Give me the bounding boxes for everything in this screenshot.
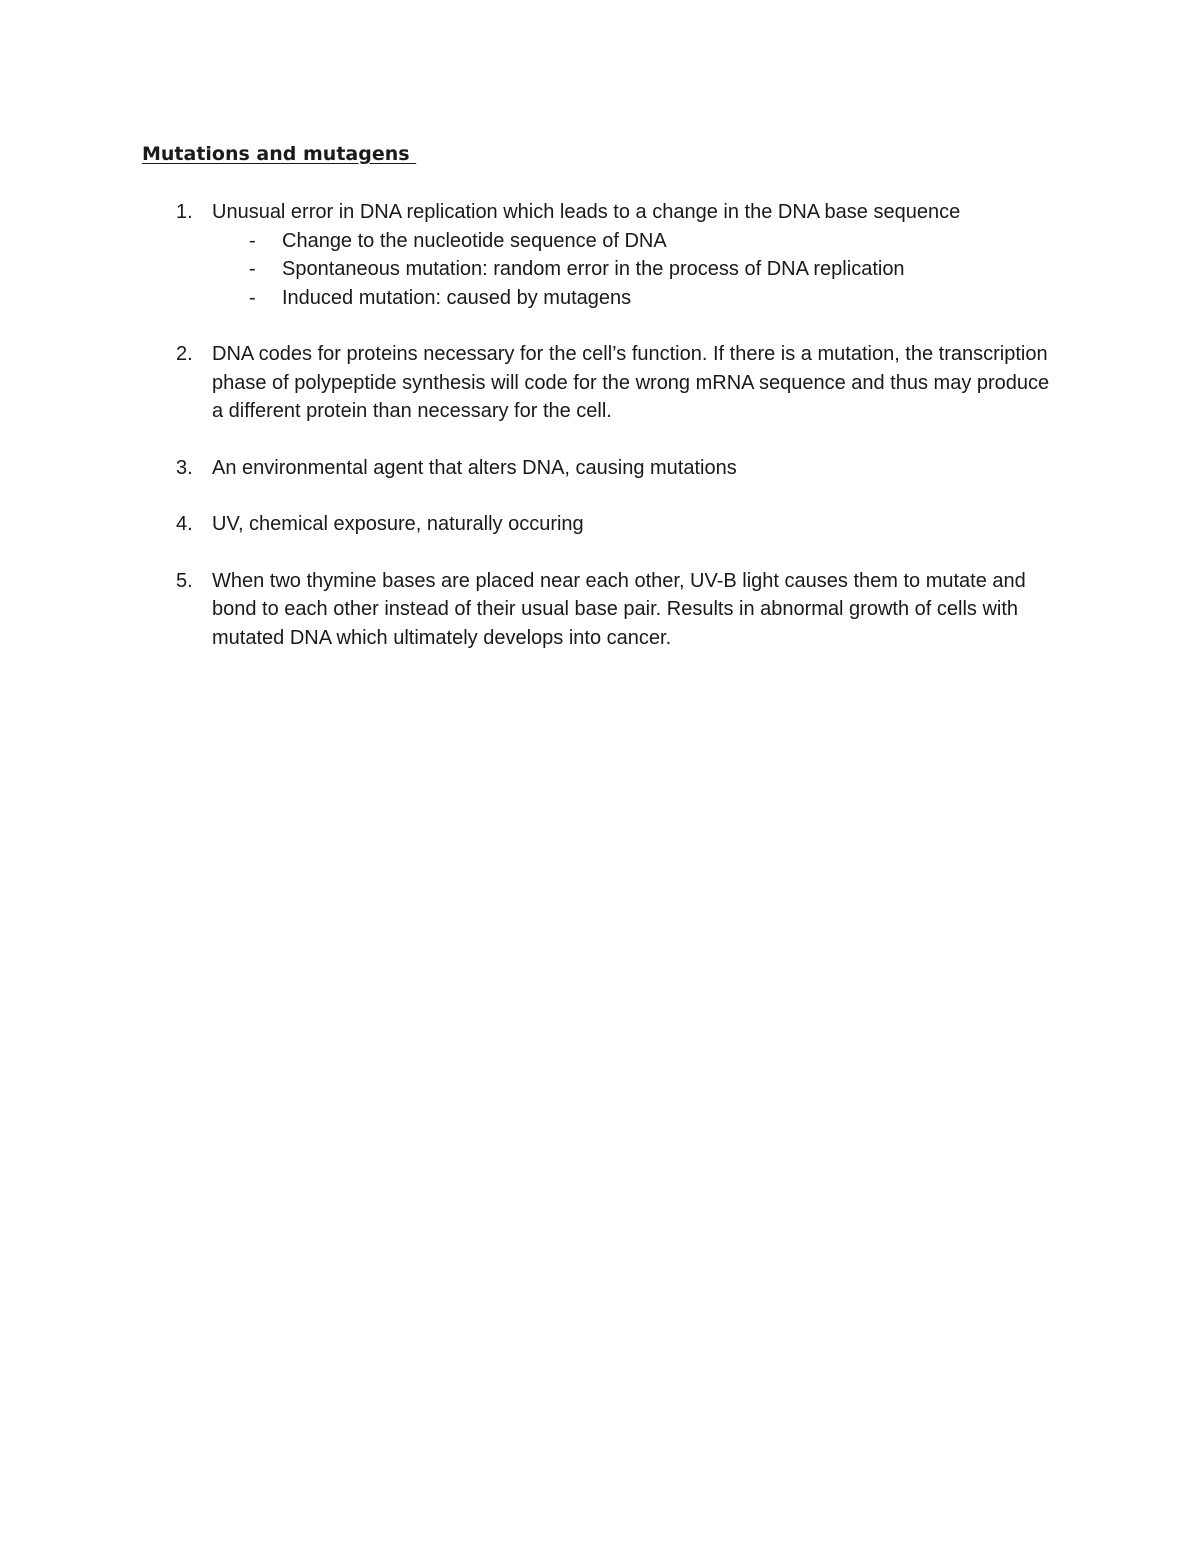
item-text: DNA codes for proteins necessary for the cell’s function. If there is a mutation, the transcription phase of polypeptide synthesis will code for the wrong mRNA sequence and thus may produce a different protein than necessary for the cell. xyxy=(212,343,1050,422)
item-number: 4. xyxy=(176,513,193,535)
sub-item xyxy=(0,255,1200,284)
sub-item xyxy=(0,227,1200,256)
item-number: 2. xyxy=(176,343,193,365)
item-text: An environmental agent that alters DNA, causing mutations xyxy=(212,456,737,479)
item-text: UV, chemical exposure, naturally occuring xyxy=(212,513,584,535)
item-text: When two thymine bases are placed near each other, UV-B light causes them to mutate and bond to each other instead of their usual base pair. Results in abnormal growth of cells with mutated DNA which ultimately develops into cancer. xyxy=(212,569,1026,649)
dash-marker: - xyxy=(249,229,256,252)
sub-item xyxy=(0,284,1200,313)
answer-item-5 xyxy=(0,567,1200,653)
answer-item-2 xyxy=(0,340,1200,426)
answer-item-4 xyxy=(0,510,1200,539)
answer-item-3 xyxy=(0,454,1200,483)
item-number: 5. xyxy=(176,569,193,592)
dash-marker: - xyxy=(249,258,256,280)
item-text: Unusual error in DNA replication which leads to a change in the DNA base sequence xyxy=(212,201,961,223)
item-number: 3. xyxy=(176,456,193,479)
answer-list xyxy=(0,198,1200,680)
sub-list xyxy=(0,227,1200,313)
sub-item-text: Induced mutation: caused by mutagens xyxy=(282,286,632,309)
document-title: Mutations and mutagens xyxy=(142,143,417,165)
item-number: 1. xyxy=(176,201,193,223)
answer-item-1 xyxy=(0,198,1200,312)
sub-item-text: Spontaneous mutation: random error in the process of DNA replication xyxy=(282,258,905,280)
sub-item-text: Change to the nucleotide sequence of DNA xyxy=(282,229,667,252)
dash-marker: - xyxy=(249,286,256,309)
